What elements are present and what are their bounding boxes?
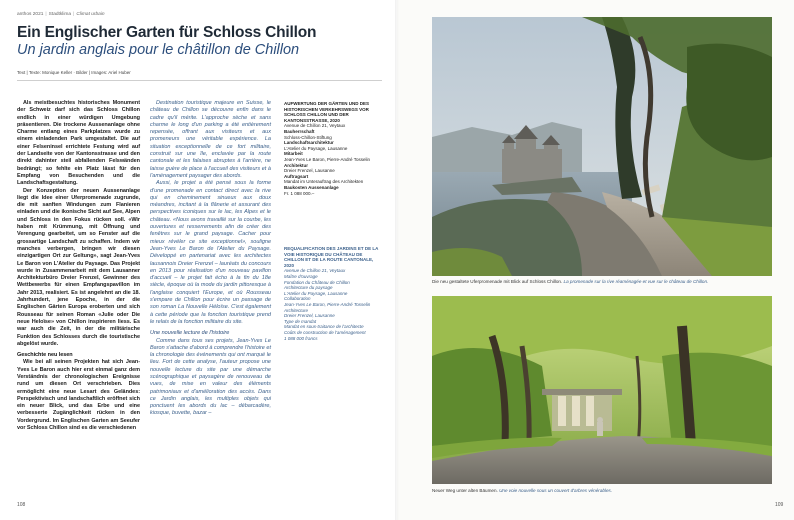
facts-value: L'Atelier du Paysage, Lausanne	[284, 290, 348, 296]
facts-label: Baukosten Aussenanlage	[284, 184, 339, 190]
page-number-right: 109	[775, 502, 784, 508]
facts-value: Dreier Frenzel, Lausanne	[284, 313, 335, 319]
project-facts-fr	[284, 246, 382, 341]
facts-row	[284, 336, 382, 342]
article-credits: Text | Texte: Monique Keller · Bilder | Images: Ariel Huber	[17, 70, 131, 75]
facts-value: Avenue de Chillon 21, Veytaux	[284, 268, 346, 274]
facts-label: Architecture	[284, 307, 309, 313]
facts-heading: AUFWERTUNG DER GÄRTEN UND DES HISTORISCHEN VERKEHRSWEGS VOR SCHLOSS CHILLON UND DER KANTONSSTRASSE, 2020	[284, 101, 369, 123]
facts-label: Landschaftsarchitektur	[284, 140, 334, 146]
facts-value: Mandat en sous-traitance de l'architecte	[284, 324, 364, 330]
paragraph: Wie bei all seinen Projekten hat sich Jean-Yves Le Baron auch hier erst einmal ganz dem Verständnis der chronologischen Ereignisse rund um diesen Ort verschrieben. Dies ermöglicht eine neue Lesart des Geländes: Perspektivisch und landschaftlich eröffnet sich ein neuer Blick, und das Erbe und eine verbesserte Zugänglichkeit rücken in den Vordergrund. Im Englischen Garten am Seeufer vor Schloss Chillon sind es die verschiedenen	[17, 359, 140, 432]
subheading: Une nouvelle lecture de l'histoire	[150, 330, 230, 337]
caption-fr: Une voie nouvelle sous un couvert d'arbres vénérables.	[499, 488, 613, 493]
facts-label: Bauherrschaft	[284, 128, 315, 134]
facts-label: Collaboration	[284, 296, 311, 302]
photo-chillon-castle-promenade	[432, 17, 772, 276]
facts-value: Mandat im Unterauftrag des Architekten	[284, 179, 364, 185]
section-de: Stadtklima	[48, 12, 72, 17]
facts-label: Architektur	[284, 162, 309, 168]
paragraph: Comme dans tous ses projets, Jean-Yves Le Baron s'attache d'abord à comprendre l'histoire et la chronologie des événements qui ont marqué le lieu. Fort de cette analyse, l'auteur propose une nouvelle lecture du site par une démarche scénographique et paysagère de renouveau de vues, de mise en valeur des éléments patrimoniaux et d'amélioration des accès. Dans ce Jardin anglais, les multiples objets qui ponctuent les abords du lac – débarcadère, kiosque, buvette, bazar –	[150, 337, 271, 417]
facts-value: Avenue de Chillon 21, Veytaux	[284, 123, 346, 129]
paragraph: Aussi, le projet a été pensé sous la forme d'une promenade en contact direct avec la rive qui en cheminement sinueux aux doux méandres, incitant à la flânerie et assurant des perspectives iconiques sur le lac, les Alpes et le château. «Nous avons travaillé sur la courbe, les ouvertures et resserrements afin de créer des fenêtres sur le grand paysage. Cacher pour mieux révéler ce site exceptionnel», souligne Jean-Yves Le Baron de l'Atelier du Paysage. Développé en partenariat avec les architectes lausannois Dreier Frenzel – lauréats du concours en 2013 pour réalisation d'un nouveau pavillon d'accueil – le projet fait écho à la fin du 18e siècle, époque où la mode du jardin pittoresque à l'anglaise conquiert l'Europe, et où Rousseau s'empare de Chillon pour écrire un passage de son roman La Nouvelle Héloïse. C'est également à cette période que la fonction touristique prend le relais de la fonction militaire du site.	[150, 180, 271, 325]
facts-label: Maître d'ouvrage	[284, 273, 318, 279]
facts-value: Dreier Frenzel, Lausanne	[284, 168, 335, 174]
facts-value: L'Atelier du Paysage, Lausanne	[284, 145, 348, 151]
french-text-column	[150, 100, 271, 418]
facts-value: 1 088 000 francs	[284, 335, 318, 341]
page-number-left: 108	[17, 502, 26, 508]
facts-value: Jean-Yves Le Baron, Pierre-André Tosselin	[284, 156, 370, 162]
right-page	[397, 0, 794, 520]
paragraph: Der Konzeption der neuen Aussenanlage liegt die Idee einer Uferpromenade zugrunde, die mit sanften Windungen zum Flanieren einladen und die ikonische Sicht auf See, Alpen und Schloss in den Fokus rücken soll. «Wir haben mit Krümmung, mit Öffnung und Verengung gearbeitet, um so Fenster auf die grossartige Landschaft zu schaffen. Indem wir manches verbergen, bringen wir diesen einzigartigen Ort zur Geltung», sagt Jean-Yves Le Baron von L'Atelier du Paysage. Das Projekt wurde in Zusammenarbeit mit dem Lausanner Architekturbüro Dreier Frenzel, Gewinner des Wettbewerbs für einen Empfangspavillon im Jahr 2013, realisiert. Es ist angelehnt an die 18. Jahrhundert, jene Epoche, in der die Englischen Gärten Europa eroberten und sich Rousseau für seinen Roman «Julie oder Die neue Heloïse» von Chillon inspirieren liess. Es war auch die Zeit, in der die militärische Funktion des Schlosses durch die touristische abgelöst wurde.	[17, 187, 140, 347]
divider	[17, 80, 382, 81]
facts-label: Auftragsart	[284, 173, 309, 179]
running-header: anthos 2021 | Stadtklima | Climat urbain	[17, 12, 105, 17]
caption-de: Neuer Weg unter alten Bäumen.	[432, 488, 498, 493]
photo-caption-1	[432, 279, 777, 284]
facts-label: Coûts de construction de l'aménagement	[284, 329, 366, 335]
facts-label: Mitarbeit	[284, 151, 303, 157]
spine-gutter	[395, 0, 399, 520]
photo-path-under-trees	[432, 296, 772, 484]
facts-value: Schloss-Chillon-Stiftung	[284, 134, 332, 140]
caption-fr: La promenade sur la rive réaménagée et vue sur le château de Chillon.	[563, 279, 709, 284]
facts-value: Fondation du Château de Chillon	[284, 279, 350, 285]
magazine-name: anthos 2021	[17, 12, 44, 17]
project-facts-de	[284, 101, 382, 196]
article-title: Ein Englischer Garten für Schloss Chillon	[17, 24, 317, 41]
facts-value: Fr. 1 088 000.–	[284, 190, 315, 196]
photo-caption-2	[432, 488, 777, 493]
article-subtitle: Un jardin anglais pour le châtillon de Chillon	[17, 42, 300, 58]
facts-heading: REQUALIFICATION DES JARDINS ET DE LA VOIE HISTORIQUE DU CHÂTEAU DE CHILLON ET DE LA ROUTE CANTONALE, 2020	[284, 246, 379, 268]
subheading: Geschichte neu lesen	[17, 352, 73, 359]
caption-de: Die neu gestaltete Uferpromenade mit Blick auf Schloss Chillon.	[432, 279, 563, 284]
facts-label: Architecture du paysage	[284, 285, 333, 291]
facts-label: Type de mandat	[284, 318, 317, 324]
german-text-column	[17, 100, 140, 432]
section-fr: Climat urbain	[76, 12, 105, 17]
paragraph: Als meistbesuchtes historisches Monument der Schweiz darf sich das Schloss Chillon endlich in einer würdigen Umgebung präsentieren. Die trockene Aussenanlage ohne Charme entlang eines Parkplatzes wurde zu einem einladenden Park umgestaltet. Die auf einer Felseninsel errichtete Festung wird auf der Landseite von der Kantonsstrasse und den direkt dahinter steil abfallenden Felswänden bedrängt; so fehlte ein Platz lässt für den Empfang von Besuchenden und die Landschaftsgestaltung.	[17, 100, 140, 187]
facts-value: Jean-Yves Le Baron, Pierre-André Tosselin	[284, 301, 371, 307]
facts-row	[284, 191, 382, 197]
paragraph: Destination touristique majeure en Suisse, le château de Chillon se découvre enfin dans le cadre qu'il mérite. L'approche sèche et sans charme le long d'un parking a été entièrement repensée, offrant aux visiteurs et aux promeneurs une véritable expérience. La situation exceptionnelle de ce fort militaire, construit sur une île, enclavée par la route cantonale et les falaises abruptes à l'arrière, ne laisse guère de place à l'accueil des visiteurs et à l'aménagement paysager des abords.	[150, 100, 271, 179]
